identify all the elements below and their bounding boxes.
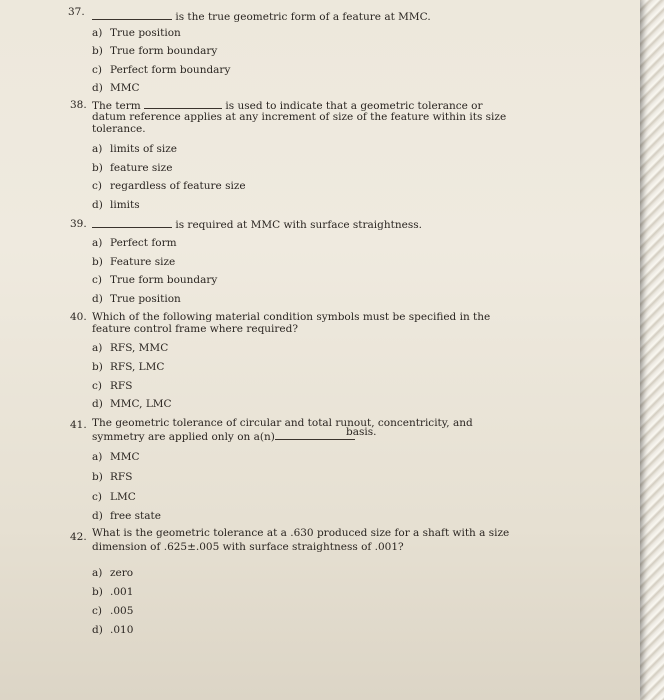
option: b) Feature size — [92, 256, 176, 268]
option: c) RFS — [92, 380, 133, 392]
option: c) Perfect form boundary — [92, 64, 231, 76]
option: a) limits of size — [92, 143, 178, 155]
option: c) .005 — [92, 605, 134, 617]
question-text-line: What is the geometric tolerance at a .630 produced size for a shaft with a size — [92, 527, 510, 539]
question-text-line: datum reference applies at any increment of size of the feature within its size — [92, 111, 507, 123]
question-text-line: tolerance. — [92, 123, 146, 135]
option: d) free state — [92, 510, 161, 522]
question-number: 38. — [70, 99, 87, 111]
question-stem: is required at MMC with surface straightness. — [175, 219, 422, 231]
option: b) .001 — [92, 586, 134, 598]
option: a) True position — [92, 27, 181, 39]
question-number: 39. — [70, 218, 87, 230]
answer-blank — [92, 218, 172, 228]
question-text: The term is used to indicate that a geometric tolerance or — [92, 100, 483, 112]
question-text: symmetry are applied only on a(n) — [92, 430, 355, 444]
option: b) RFS, LMC — [92, 361, 165, 373]
question-text-line: Which of the following material condition symbols must be specified in the — [92, 311, 491, 323]
question-number: 40. — [70, 311, 87, 323]
option: a) RFS, MMC — [92, 342, 169, 354]
answer-blank — [275, 430, 355, 440]
question-stem: is the true geometric form of a feature at MMC. — [175, 11, 431, 23]
question-text-suffix: basis. — [346, 426, 377, 438]
option: d) True position — [92, 293, 181, 305]
answer-blank — [92, 10, 172, 20]
question-text — [92, 218, 422, 232]
question-number: 37. — [68, 6, 85, 18]
option: b) True form boundary — [92, 45, 218, 57]
question-number: 41. — [70, 419, 87, 431]
question-text-line: The geometric tolerance of circular and total runout, concentricity, and — [92, 417, 473, 429]
question-text-line: dimension of .625±.005 with surface straightness of .001? — [92, 541, 404, 553]
answer-blank — [144, 99, 222, 109]
option: a) MMC — [92, 451, 140, 463]
option: b) feature size — [92, 162, 173, 174]
option: b) RFS — [92, 471, 133, 483]
option: c) regardless of feature size — [92, 180, 246, 192]
option: a) zero — [92, 567, 134, 579]
option: d) limits — [92, 199, 140, 211]
option: d) MMC, LMC — [92, 398, 172, 410]
option: d) .010 — [92, 624, 134, 636]
question-text-line: feature control frame where required? — [92, 323, 299, 335]
question-text — [92, 10, 431, 24]
option: a) Perfect form — [92, 237, 177, 249]
option: d) MMC — [92, 82, 140, 94]
option: c) True form boundary — [92, 274, 218, 286]
option: c) LMC — [92, 491, 136, 503]
question-number: 42. — [70, 531, 87, 543]
